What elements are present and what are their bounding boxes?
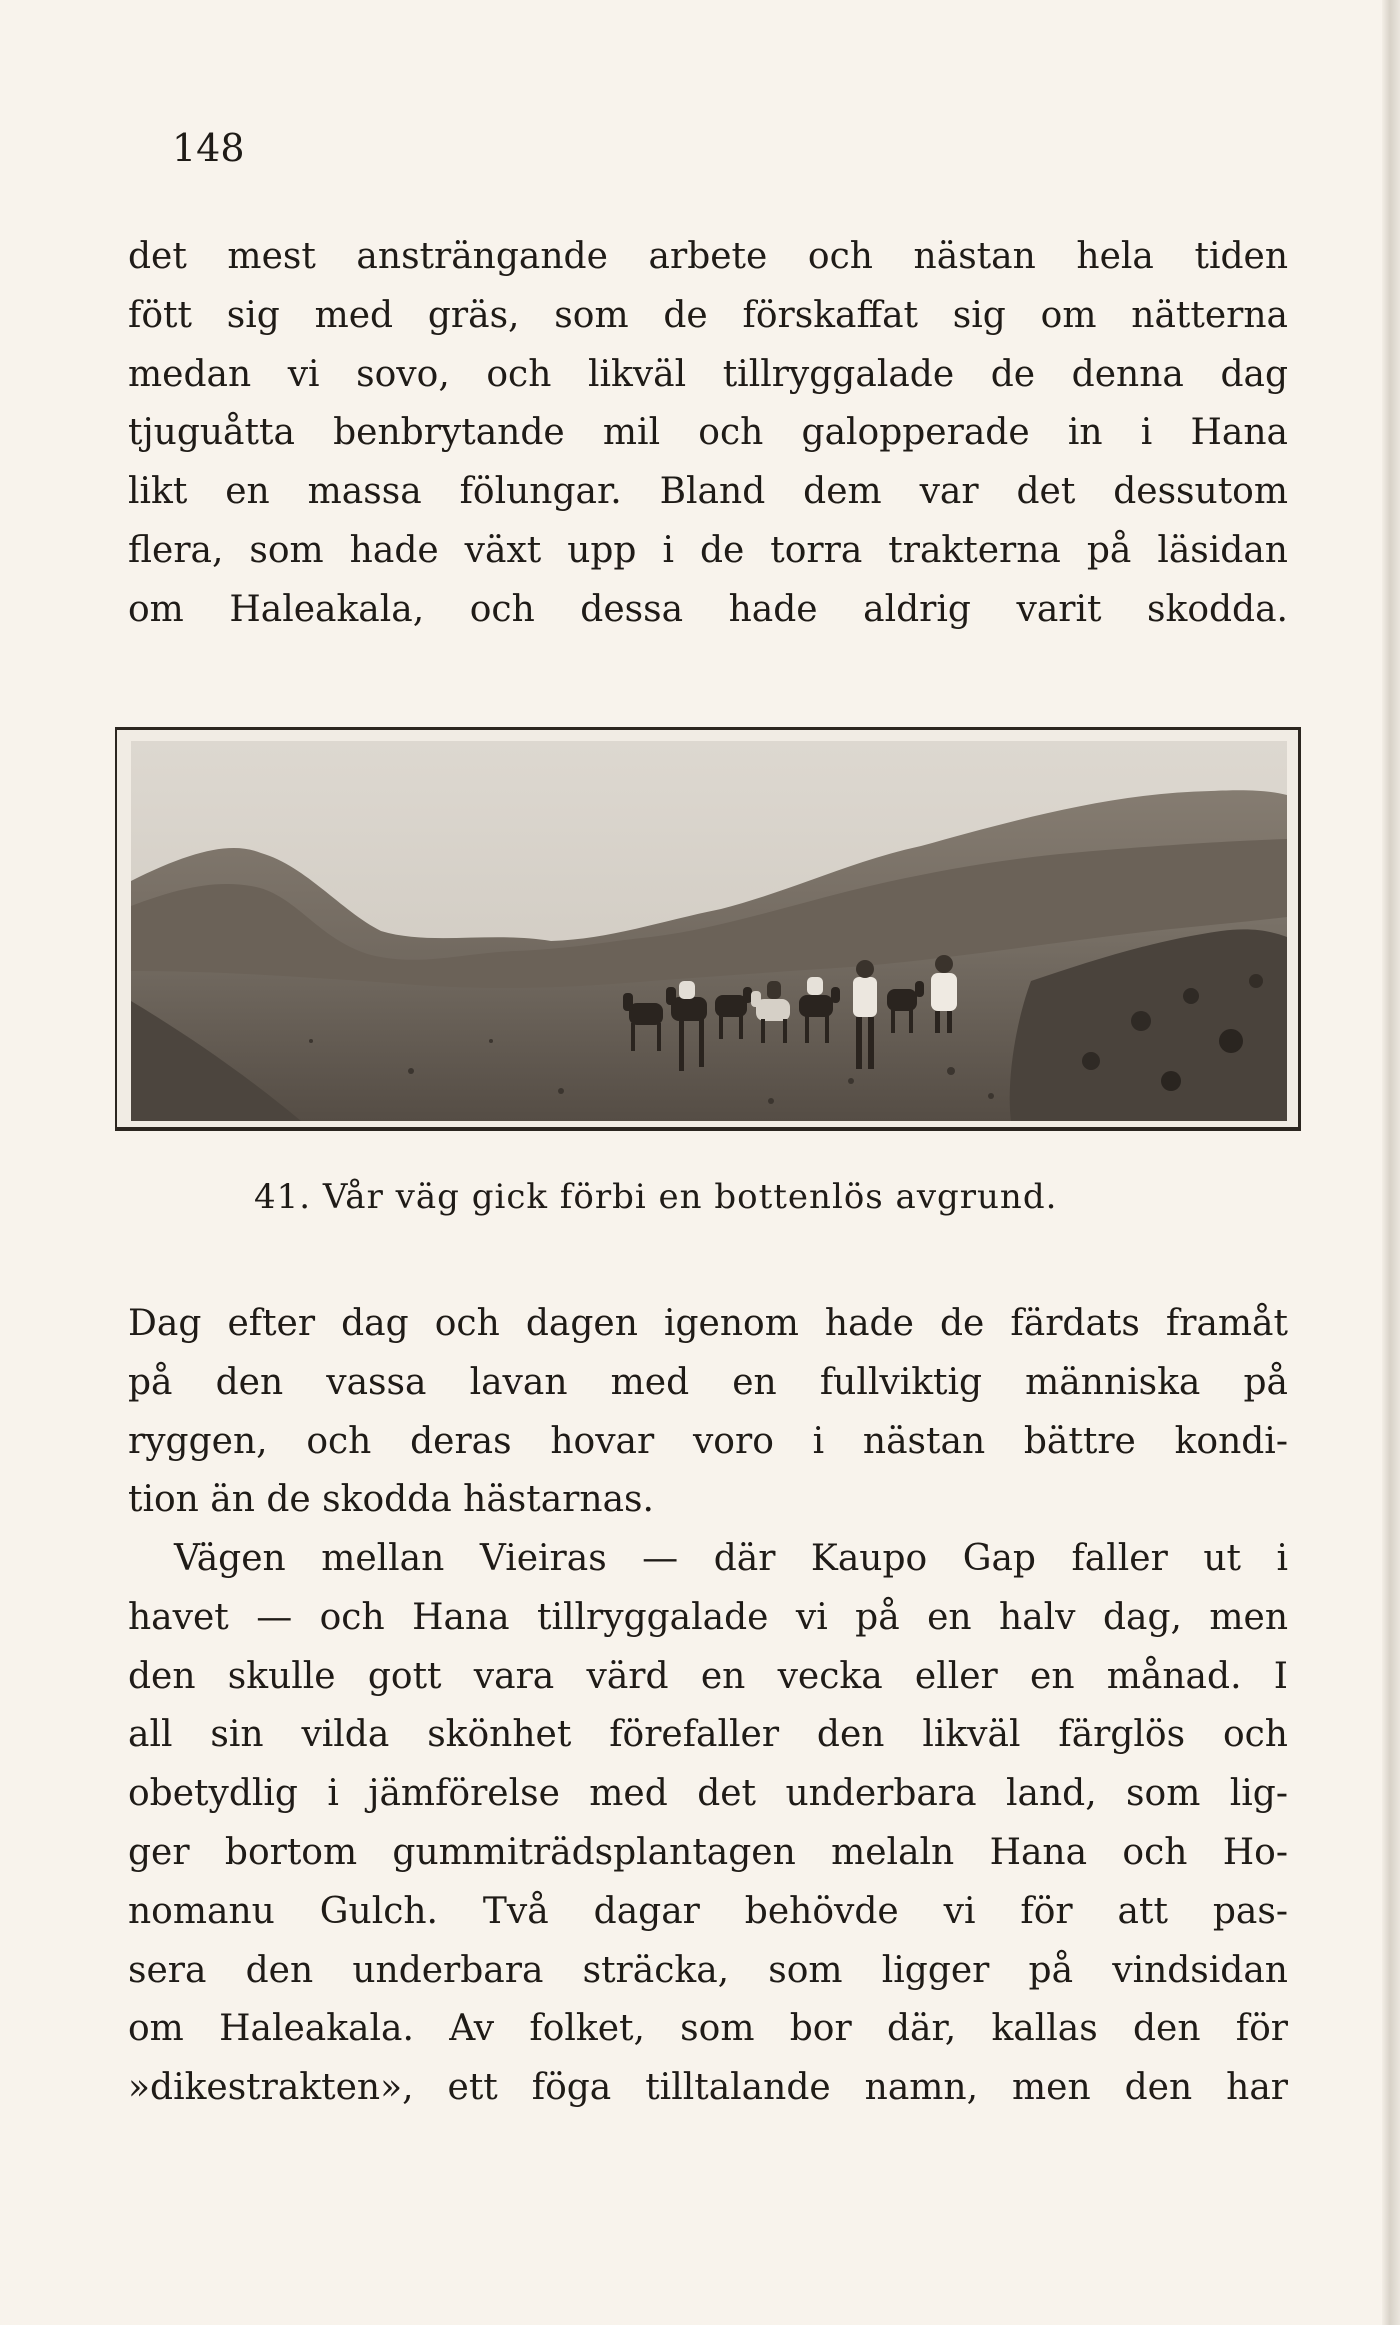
text-line: om Haleakala, och dessa hade aldrig varit skodda. <box>128 588 1288 630</box>
text-line: medan vi sovo, och likväl tillryggalade de denna dag <box>128 353 1288 395</box>
paragraph-3 <box>128 1530 1288 2118</box>
text-line: all sin vilda skönhet förefaller den likväl färglös och <box>128 1714 1288 1756</box>
lava-rock <box>1131 1011 1151 1031</box>
text-line: sera den underbara sträcka, som ligger på vindsidan <box>128 1949 1288 1991</box>
text-line: den skulle gott vara värd en vecka eller en månad. I <box>128 1655 1288 1697</box>
landscape-photo <box>131 741 1287 1121</box>
text-line: »dikestrakten», ett föga tilltalande namn, men den har <box>128 2067 1288 2109</box>
text-line: Vägen mellan Vieiras — där Kaupo Gap faller ut i <box>174 1538 1288 1579</box>
text-line: havet — och Hana tillryggalade vi på en halv dag, men <box>128 1596 1288 1638</box>
paragraph-2 <box>128 1295 1288 1530</box>
text-line: det mest ansträngande arbete och nästan hela tiden <box>128 236 1288 277</box>
text-line: obetydlig i jämförelse med det underbara land, som lig- <box>128 1773 1288 1815</box>
text-line: Dag efter dag och dagen igenom hade de färdats framåt <box>128 1303 1288 1344</box>
lava-rock <box>1082 1052 1100 1070</box>
lava-rock <box>1183 988 1199 1004</box>
figure-caption: 41. Vår väg gick förbi en bottenlös avgrund. <box>254 1177 1058 1217</box>
lava-rock <box>1219 1029 1243 1053</box>
text-line: om Haleakala. Av folket, som bor där, kallas den för <box>128 2008 1288 2050</box>
page-edge <box>1382 0 1400 2325</box>
text-line: likt en massa fölungar. Bland dem var det dessutom <box>128 471 1288 513</box>
text-line: på den vassa lavan med en fullviktig människa på <box>128 1361 1288 1403</box>
text-line: nomanu Gulch. Två dagar behövde vi för att pas- <box>128 1890 1288 1932</box>
lava-rock <box>1249 974 1263 988</box>
text-line: tjuguåtta benbrytande mil och galopperade in i Hana <box>128 412 1288 454</box>
text-line: ryggen, och deras hovar voro i nästan bättre kondi- <box>128 1420 1288 1462</box>
paragraph-top <box>128 228 1288 640</box>
lava-rock <box>1161 1071 1181 1091</box>
figure-photo <box>115 727 1301 1131</box>
text-line: tion än de skodda hästarnas. <box>128 1479 654 1521</box>
text-line: flera, som hade växt upp i de torra trakterna på läsidan <box>128 529 1288 571</box>
text-line: ger bortom gummiträdsplantagen melaln Hana och Ho- <box>128 1831 1288 1873</box>
text-line: fött sig med gräs, som de förskaffat sig om nätterna <box>128 294 1288 336</box>
page-number: 148 <box>172 126 245 170</box>
